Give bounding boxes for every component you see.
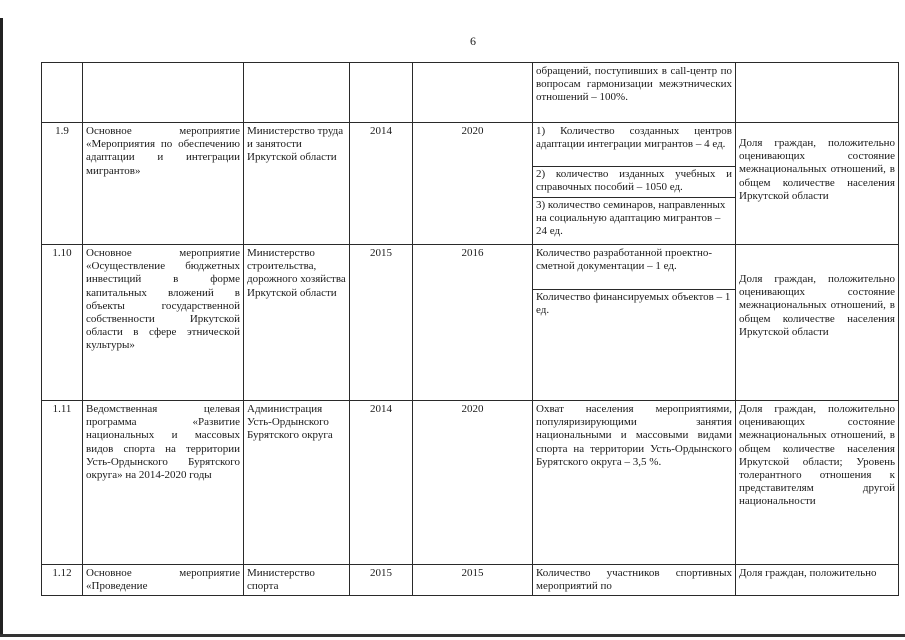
cell-end bbox=[413, 63, 533, 123]
cell-executor: Министерство труда и занятости Иркутской области bbox=[244, 123, 350, 245]
cell-end: 2015 bbox=[413, 565, 533, 596]
cell-name: Основное мероприятие «Проведение bbox=[83, 565, 244, 596]
page-number: 6 bbox=[470, 34, 476, 48]
cell-name: Основное мероприятие «Осуществление бюджетных инвестиций в форме капитальных вложений в объекты государственной собственности Иркутской области в сфере этнической культуры» bbox=[83, 245, 244, 401]
cell-name: Основное мероприятие «Мероприятия по обеспечению адаптации и интеграции мигрантов» bbox=[83, 123, 244, 245]
cell-indicators bbox=[533, 245, 736, 401]
cell-num: 1.12 bbox=[42, 565, 83, 596]
cell-num bbox=[42, 63, 83, 123]
cell-end: 2020 bbox=[413, 123, 533, 245]
cell-end: 2016 bbox=[413, 245, 533, 401]
cell-name bbox=[83, 63, 244, 123]
cell-start bbox=[350, 63, 413, 123]
table-row-continued bbox=[42, 63, 899, 123]
table-row bbox=[42, 401, 899, 565]
indicator-item: 1) Количество созданных центров адаптации интеграции мигрантов – 4 ед. bbox=[536, 125, 732, 151]
cell-executor: Министерство спорта bbox=[244, 565, 350, 596]
scan-left-edge bbox=[0, 18, 3, 636]
indicator-item: Количество разработанной проектно-сметной документации – 1 ед. bbox=[536, 247, 713, 273]
cell-target: Доля граждан, положительно bbox=[736, 565, 899, 596]
cell-indicator: Количество участников спортивных мероприятий по bbox=[533, 565, 736, 596]
table-row bbox=[42, 245, 899, 401]
table-row bbox=[42, 123, 899, 245]
cell-start: 2014 bbox=[350, 123, 413, 245]
cell-num: 1.9 bbox=[42, 123, 83, 245]
cell-start: 2015 bbox=[350, 565, 413, 596]
cell-target: Доля граждан, положительно оценивающих состояние межнациональных отношений, в общем количестве населения Иркутской области bbox=[736, 123, 899, 245]
program-table bbox=[41, 62, 899, 596]
table-row bbox=[42, 565, 899, 596]
indicator-item: 3) количество семинаров, направленных на социальную адаптацию мигрантов – 24 ед. bbox=[533, 197, 735, 240]
scan-bottom-edge bbox=[0, 634, 905, 637]
cell-indicator: Охват населения мероприятиями, популяризирующими занятия национальными и массовыми видами спорта на территории Усть-Ордынского Бурятского округа – 3,5 %. bbox=[533, 401, 736, 565]
cell-start: 2015 bbox=[350, 245, 413, 401]
cell-target bbox=[736, 63, 899, 123]
cell-executor: Администрация Усть-Ордынского Бурятского округа bbox=[244, 401, 350, 565]
cell-executor: Министерство строительства, дорожного хозяйства Иркутской области bbox=[244, 245, 350, 401]
cell-start: 2014 bbox=[350, 401, 413, 565]
cell-num: 1.10 bbox=[42, 245, 83, 401]
cell-end: 2020 bbox=[413, 401, 533, 565]
cell-indicator: обращений, поступивших в call-центр по вопросам гармонизации межэтнических отношений – 100%. bbox=[533, 63, 736, 123]
indicator-item: Количество финансируемых объектов – 1 ед. bbox=[533, 289, 735, 318]
cell-indicators bbox=[533, 123, 736, 245]
cell-executor bbox=[244, 63, 350, 123]
cell-name: Ведомственная целевая программа «Развитие национальных и массовых видов спорта на территории Усть-Ордынского Бурятского округа» на 2014-2020 годы bbox=[83, 401, 244, 565]
cell-num: 1.11 bbox=[42, 401, 83, 565]
cell-target: Доля граждан, положительно оценивающих состояние межнациональных отношений, в общем количестве населения Иркутской области bbox=[736, 245, 899, 401]
cell-target: Доля граждан, положительно оценивающих состояние межнациональных отношений, в общем количестве населения Иркутской области; Уровень толерантного отношения к представителям другой национальности bbox=[736, 401, 899, 565]
indicator-item: 2) количество изданных учебных и справочных пособий – 1050 ед. bbox=[533, 166, 735, 197]
